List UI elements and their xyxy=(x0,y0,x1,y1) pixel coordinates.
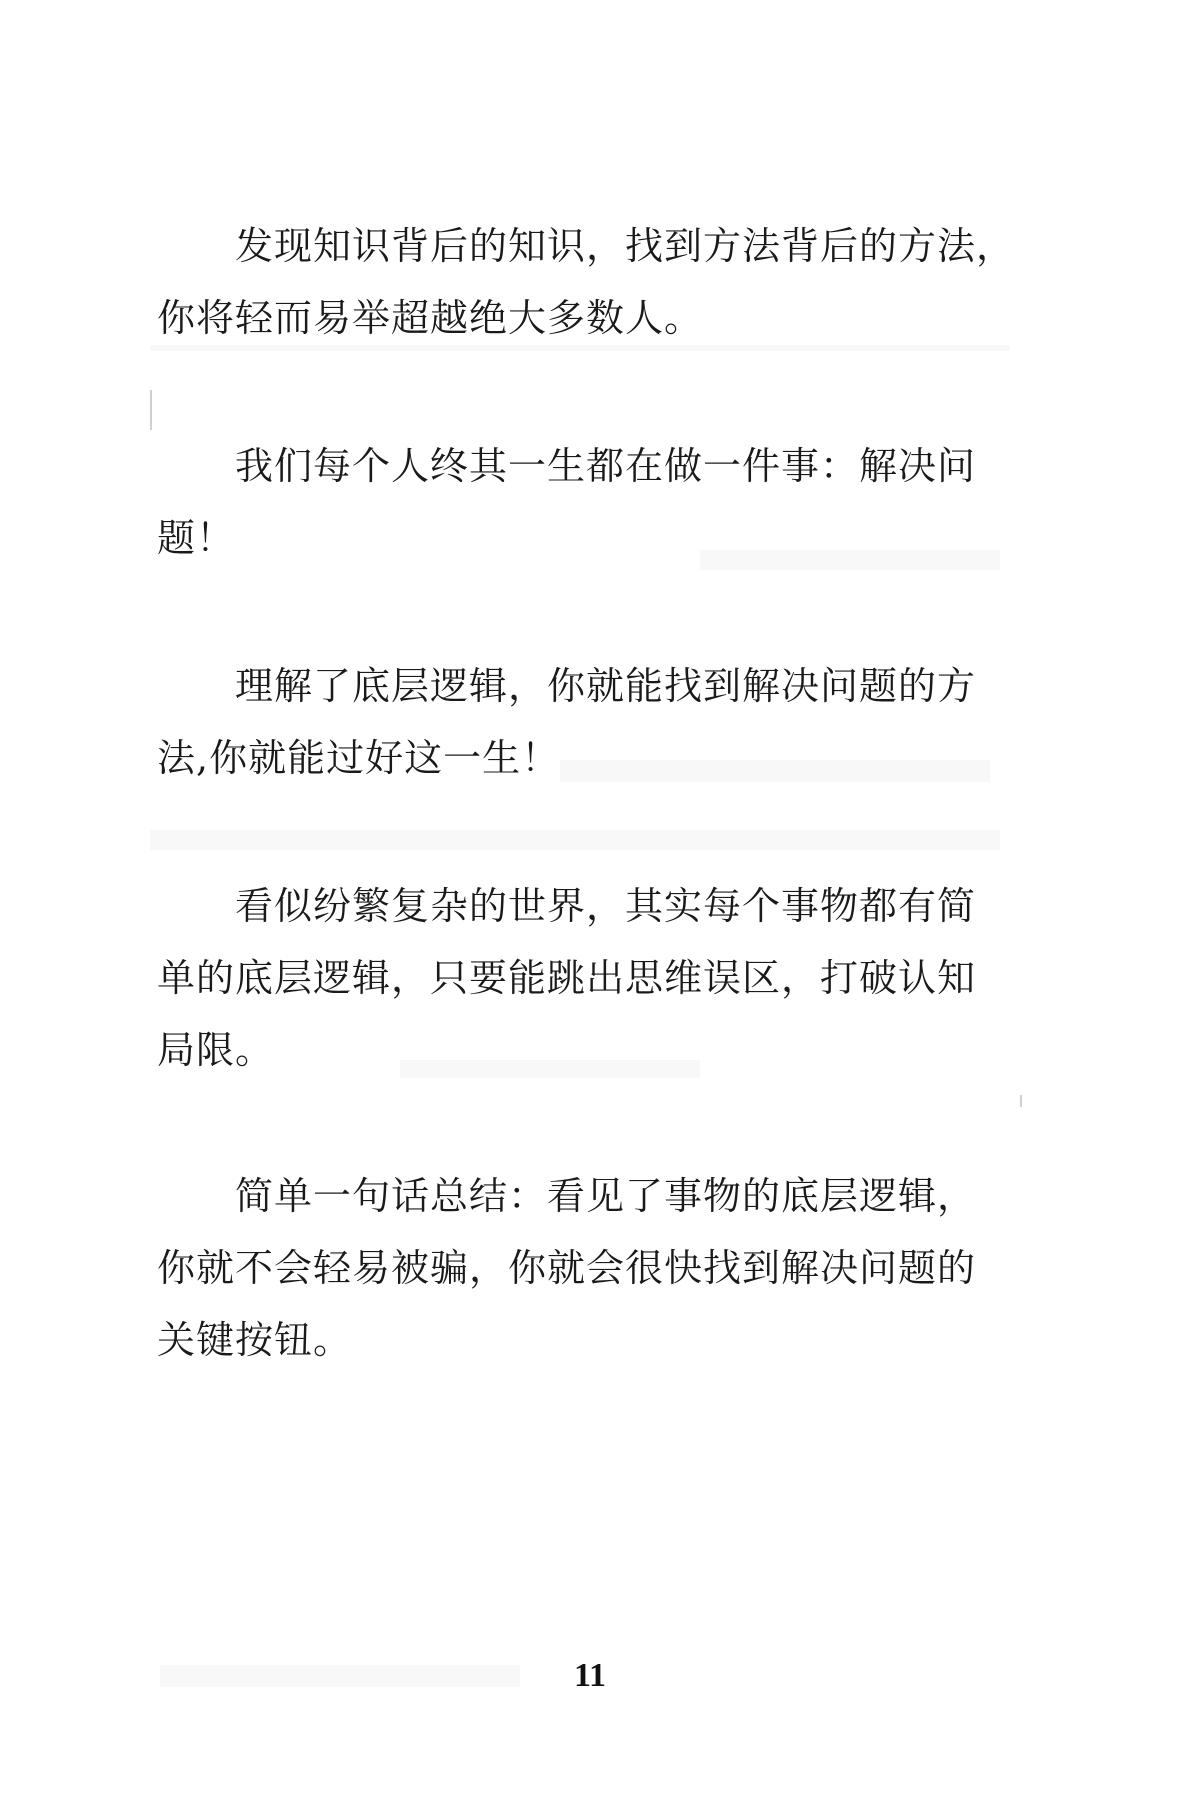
paragraph: 我们每个人终其一生都在做一件事：解决问 题！ xyxy=(157,444,977,560)
paragraph: 理解了底层逻辑，你就能找到解决问题的方 法,你就能过好这一生！ xyxy=(157,664,977,780)
paragraph: 简单一句话总结：看见了事物的底层逻辑， 你就不会轻易被骗，你就会很快找到解决问题的 关键按钮。 xyxy=(157,1174,977,1362)
paragraph: 看似纷繁复杂的世界，其实每个事物都有简 单的底层逻辑，只要能跳出思维误区，打破认知 局限。 xyxy=(157,884,977,1072)
paragraph: 发现知识背后的知识，找到方法背后的方法， 你将轻而易举超越绝大多数人。 xyxy=(157,224,1016,340)
scan-artifact xyxy=(150,830,1000,850)
scan-artifact xyxy=(150,390,152,430)
page-number: 11 xyxy=(573,1657,607,1694)
scan-artifact xyxy=(1020,1095,1022,1107)
